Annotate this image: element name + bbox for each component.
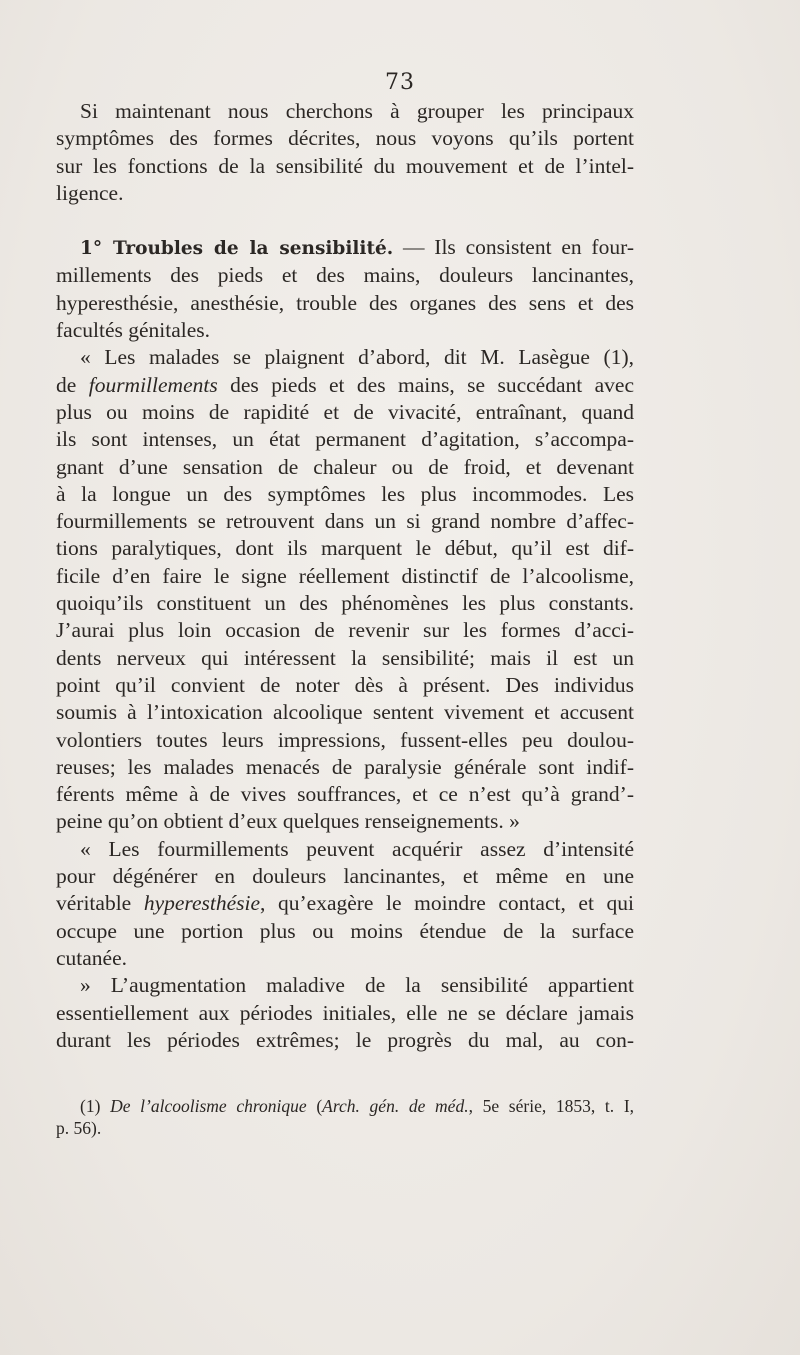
text-line: reuses; les malades menacés de paralysie générale sont indif-	[56, 754, 634, 779]
text-fragment: — Ils consistent en four-	[393, 235, 634, 260]
italic-term: hyperesthésie	[143, 891, 261, 916]
section-heading-line	[56, 234, 634, 262]
text-line: à la longue un des symptômes les plus incommodes. Les	[56, 481, 634, 506]
text-line: gnant d’une sensation de chaleur ou de froid, et devenant	[56, 454, 634, 479]
text-line: dents nerveux qui intéressent la sensibilité; mais il est un	[56, 645, 634, 670]
text-line: volontiers toutes leurs impressions, fussent-elles peu doulou-	[56, 727, 634, 752]
text-line: « Les malades se plaignent d’abord, dit M. Lasègue (1),	[80, 345, 634, 370]
text-line: ligence.	[56, 180, 124, 205]
footnote-journal: Arch. gén. de méd.	[322, 1096, 469, 1116]
text-line: J’aurai plus loin occasion de revenir sur les formes d’acci-	[56, 618, 634, 643]
text-line: ficile d’en faire le signe réellement distinctif de l’alcoolisme,	[56, 563, 634, 588]
text-fragment: des pieds et des mains, se succédant avec	[230, 372, 635, 397]
footnote	[56, 1095, 634, 1139]
text-line: quoiqu’ils constituent un des phénomènes les plus constants.	[56, 591, 634, 616]
footnote-line	[56, 1095, 634, 1117]
text-line: cutanée.	[56, 945, 128, 970]
text-line: fourmillements se retrouvent dans un si grand nombre d’affec-	[56, 509, 634, 534]
text-line: symptômes des formes décrites, nous voyons qu’ils portent	[56, 126, 634, 151]
footnote-title: De l’alcoolisme chronique	[110, 1096, 307, 1116]
text-line: essentiellement aux périodes initiales, elle ne se déclare jamais	[56, 1000, 634, 1025]
text-fragment: véritable	[56, 891, 132, 916]
page-number: 73	[385, 70, 415, 95]
text-line: tions paralytiques, dont ils marquent le début, qu’il est dif-	[56, 536, 634, 561]
text-line: sur les fonctions de la sensibilité du mouvement et de l’intel-	[56, 153, 634, 178]
text-line: millements des pieds et des mains, douleurs lancinantes,	[56, 263, 634, 288]
text-line: peine qu’on obtient d’eux quelques renseignements. »	[56, 809, 520, 834]
text-line: plus ou moins de rapidité et de vivacité, entraînant, quand	[56, 399, 634, 424]
text-fragment: (	[316, 1096, 323, 1116]
italic-term: fourmillements	[88, 372, 218, 397]
text-line	[56, 890, 634, 917]
text-line: hyperesthésie, anesthésie, trouble des organes des sens et des	[56, 290, 634, 315]
text-fragment: de	[56, 372, 77, 397]
text-line: point qu’il convient de noter dès à présent. Des individus	[56, 672, 634, 697]
text-line: « Les fourmillements peuvent acquérir assez d’intensité	[80, 836, 634, 861]
body-text	[56, 98, 634, 1054]
text-line	[56, 372, 634, 399]
footnote-marker: (1)	[80, 1096, 101, 1116]
footnote-line: p. 56).	[56, 1118, 102, 1138]
text-line: soumis à l’intoxication alcoolique sentent vivement et accusent	[56, 700, 634, 725]
text-line: ils sont intenses, un état permanent d’agitation, s’accompa-	[56, 427, 634, 452]
text-line: occupe une portion plus ou moins étendue de la surface	[56, 918, 634, 943]
text-line: pour dégénérer en douleurs lancinantes, et même en une	[56, 864, 634, 889]
text-line: facultés génitales.	[56, 318, 211, 343]
text-fragment: , qu’exagère le moindre contact, et qui	[260, 891, 634, 916]
text-line: durant les périodes extrêmes; le progrès du mal, au con-	[56, 1027, 634, 1052]
text-line: Si maintenant nous cherchons à grouper les principaux	[80, 99, 634, 123]
text-fragment: , 5e série, 1853, t. I,	[468, 1096, 635, 1116]
text-line: férents même à de vives souffrances, et ce n’est qu’à grand’-	[56, 782, 634, 807]
section-heading: 1° Troubles de la sensibilité.	[80, 238, 394, 260]
text-line: » L’augmentation maladive de la sensibilité appartient	[80, 973, 634, 998]
